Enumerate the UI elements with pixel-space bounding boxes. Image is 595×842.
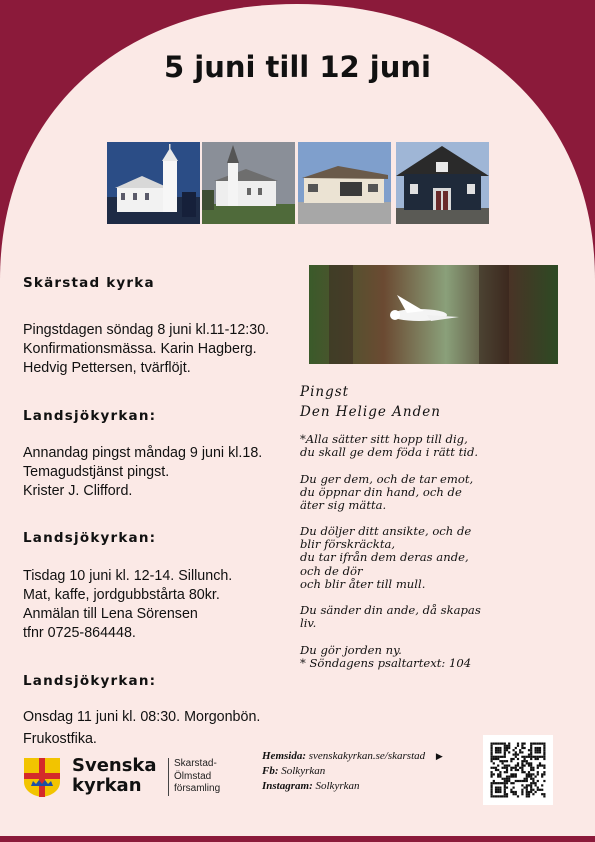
modern-church-photo xyxy=(298,142,391,224)
event-line: Pingstdagen söndag 8 juni kl.11-12:30. xyxy=(23,322,270,338)
poem-stanza-3 xyxy=(300,525,575,591)
poem-line: äter sig mätta. xyxy=(300,498,387,513)
parish-line: Ölmstad xyxy=(174,770,212,782)
event-line: Mat, kaffe, jordgubbstårta 80kr. xyxy=(23,587,220,603)
website-link[interactable]: svenskakyrkan.se/skarstad xyxy=(308,750,426,762)
poem-line: liv. xyxy=(300,616,317,631)
instagram-label: Instagram: xyxy=(262,780,313,792)
poem-title xyxy=(300,382,441,422)
event-line: Annandag pingst måndag 9 juni kl.18. xyxy=(23,445,263,461)
event-line: Frukostfika. xyxy=(23,731,97,747)
qr-code-icon xyxy=(483,735,553,805)
event-line: tfnr 0725-864448. xyxy=(23,625,136,641)
website-label: Hemsida: xyxy=(262,750,306,762)
facebook-label: Fb: xyxy=(262,765,279,777)
poem-line: Du sänder din ande, då skapas xyxy=(300,603,481,617)
poem-stanza-1 xyxy=(300,433,575,459)
poem-line: * Söndagens psaltartext: 104 xyxy=(300,656,472,671)
poem-stanza-2 xyxy=(300,473,575,513)
parish-line: församling xyxy=(174,783,221,794)
poem-line: *Alla sätter sitt hopp till dig, xyxy=(300,432,468,446)
poem-line: Du gör jorden ny. xyxy=(300,643,402,657)
poem-title-line: Den Helige Anden xyxy=(300,404,441,420)
event-line: Hedvig Pettersen, tvärflöjt. xyxy=(23,360,191,376)
parish-line: Skarstad- xyxy=(174,758,217,769)
event-line: Konfirmationsmässa. Karin Hagberg. xyxy=(23,341,257,357)
event-line: Temagudstjänst pingst. xyxy=(23,464,170,480)
instagram-row xyxy=(262,779,443,794)
poem-line: och de dör xyxy=(300,563,363,578)
church-crest-icon xyxy=(22,756,62,798)
event-text-3 xyxy=(23,567,298,643)
poem-title-line: Pingst xyxy=(300,384,350,400)
parish-name xyxy=(174,758,220,796)
instagram-link[interactable]: Solkyrkan xyxy=(315,780,360,792)
poem-line: du skall ge dem föda i rätt tid. xyxy=(300,445,479,460)
dark-chapel-photo xyxy=(396,142,489,224)
poem-line: du tar ifrån dem deras ande, xyxy=(300,550,469,565)
event-line: Onsdag 11 juni kl. 08:30. Morgonbön. xyxy=(23,709,261,725)
event-line: Anmälan till Lena Sörensen xyxy=(23,606,198,622)
event-heading-4: Landsjökyrkan: xyxy=(23,673,157,689)
white-church-photo xyxy=(202,142,295,224)
event-line: Krister J. Clifford. xyxy=(23,483,133,499)
poem-line: Du ger dem, och de tar emot, xyxy=(300,472,474,486)
qr-code[interactable] xyxy=(483,735,553,805)
website-row xyxy=(262,749,443,764)
logo-word-line: Svenska xyxy=(72,755,157,776)
poem-line: Du döljer ditt ansikte, och de xyxy=(300,524,472,538)
event-text-4 xyxy=(23,708,298,749)
event-line: Tisdag 10 juni kl. 12-14. Sillunch. xyxy=(23,568,233,584)
skarstad-church-photo xyxy=(107,142,200,224)
poem-line: du öppnar din hand, och de xyxy=(300,485,462,500)
logo-wordmark xyxy=(72,756,157,796)
facebook-link[interactable]: Solkyrkan xyxy=(281,765,326,777)
logo-word-line: kyrkan xyxy=(72,775,142,796)
arrow-right-icon: ▶ xyxy=(435,751,443,761)
svenska-kyrkan-logo xyxy=(22,756,232,798)
event-text-2 xyxy=(23,444,298,501)
event-heading-3: Landsjökyrkan: xyxy=(23,530,157,546)
poem-line: blir förskräckta, xyxy=(300,537,396,552)
poem-stanza-4 xyxy=(300,604,575,630)
event-text-1 xyxy=(23,321,298,378)
page-title: 5 juni till 12 juni xyxy=(164,50,431,84)
facebook-row xyxy=(262,764,443,779)
poem-line: och blir åter till mull. xyxy=(300,576,426,591)
event-heading-2: Landsjökyrkan: xyxy=(23,408,157,424)
poem-stanza-5 xyxy=(300,644,575,670)
event-heading-1: Skärstad kyrka xyxy=(23,275,155,291)
contact-links xyxy=(262,749,443,794)
dove-image xyxy=(309,265,558,364)
logo-divider xyxy=(168,758,169,796)
